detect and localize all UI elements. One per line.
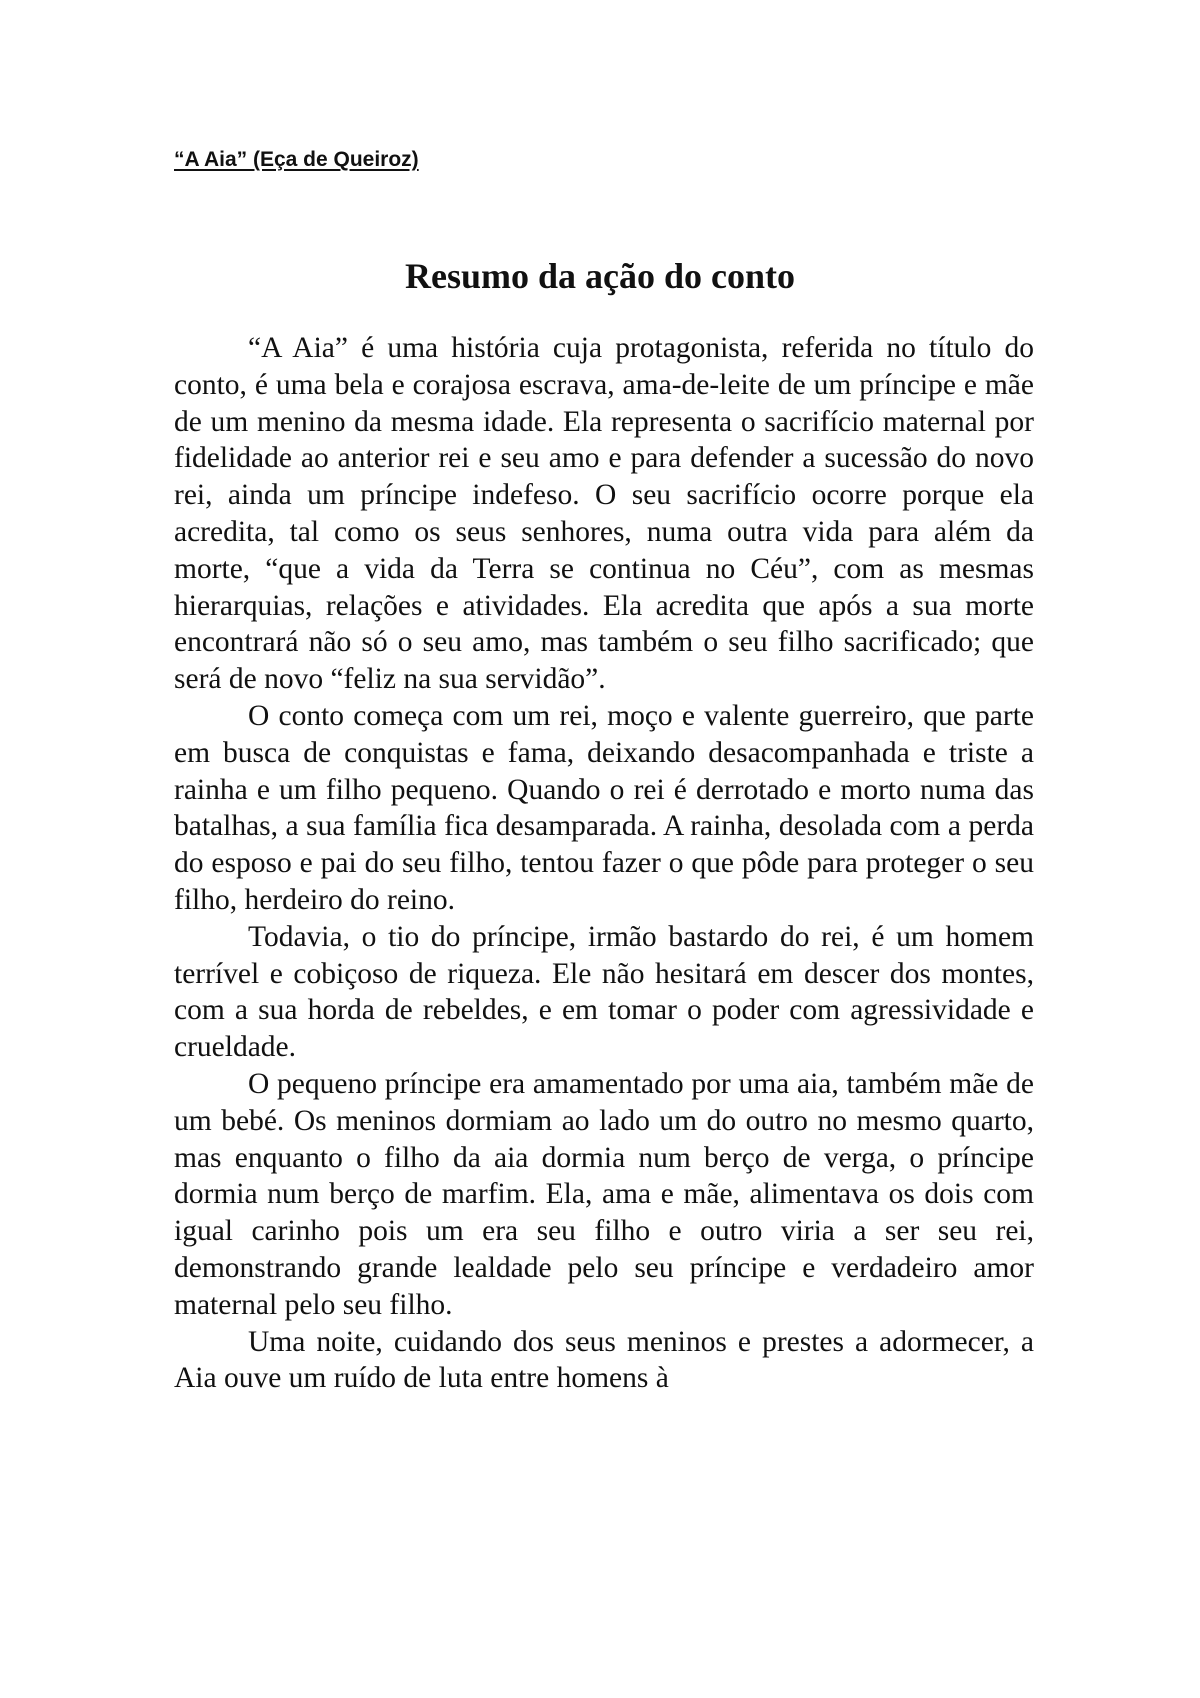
paragraph: Todavia, o tio do príncipe, irmão bastardo do rei, é um homem terrível e cobiçoso de riqueza. Ele não hesitará em descer dos montes, com a sua horda de rebeldes, e em tomar o poder com agressividade e crueldade. [174,920,1034,1064]
document-title: Resumo da ação do conto [404,256,795,296]
paragraph: O pequeno príncipe era amamentado por uma aia, também mãe de um bebé. Os meninos dormiam ao lado um do outro no mesmo quarto, mas enquanto o filho da aia dormia num berço de verga, o príncipe dormia num berço de marfim. Ela, ama e mãe, alimentava os dois com igual carinho pois um era seu filho e outro viria a ser seu rei, demonstrando grande lealdade pelo seu príncipe e verdadeiro amor maternal pelo seu filho. [174,1067,1034,1321]
document-body [174,330,1034,1397]
document-header: “A Aia” (Eça de Queiroz) [174,148,419,171]
paragraph: “A Aia” é uma história cuja protagonista, referida no título do conto, é uma bela e corajosa escrava, ama-de-leite de um príncipe e mãe de um menino da mesma idade. Ela representa o sacrifício maternal por fidelidade ao anterior rei e seu amo e para defender a sucessão do novo rei, ainda um príncipe indefeso. O seu sacrifício ocorre porque ela acredita, tal como os seus senhores, numa outra vida para além da morte, “que a vida da Terra se continua no Céu”, com as mesmas hierarquias, relações e atividades. Ela acredita que após a sua morte encontrará não só o seu amo, mas também o seu filho sacrificado; que será de novo “feliz na sua servidão”. [174,332,1034,696]
paragraph: O conto começa com um rei, moço e valente guerreiro, que parte em busca de conquistas e fama, deixando desacompanhada e triste a rainha e um filho pequeno. Quando o rei é derrotado e morto numa das batalhas, a sua família fica desamparada. A rainha, desolada com a perda do esposo e pai do seu filho, tentou fazer o que pôde para proteger o seu filho, herdeiro do reino. [174,699,1034,916]
paragraph: Uma noite, cuidando dos seus meninos e prestes a adormecer, a Aia ouve um ruído de luta entre homens à [174,1325,1034,1395]
